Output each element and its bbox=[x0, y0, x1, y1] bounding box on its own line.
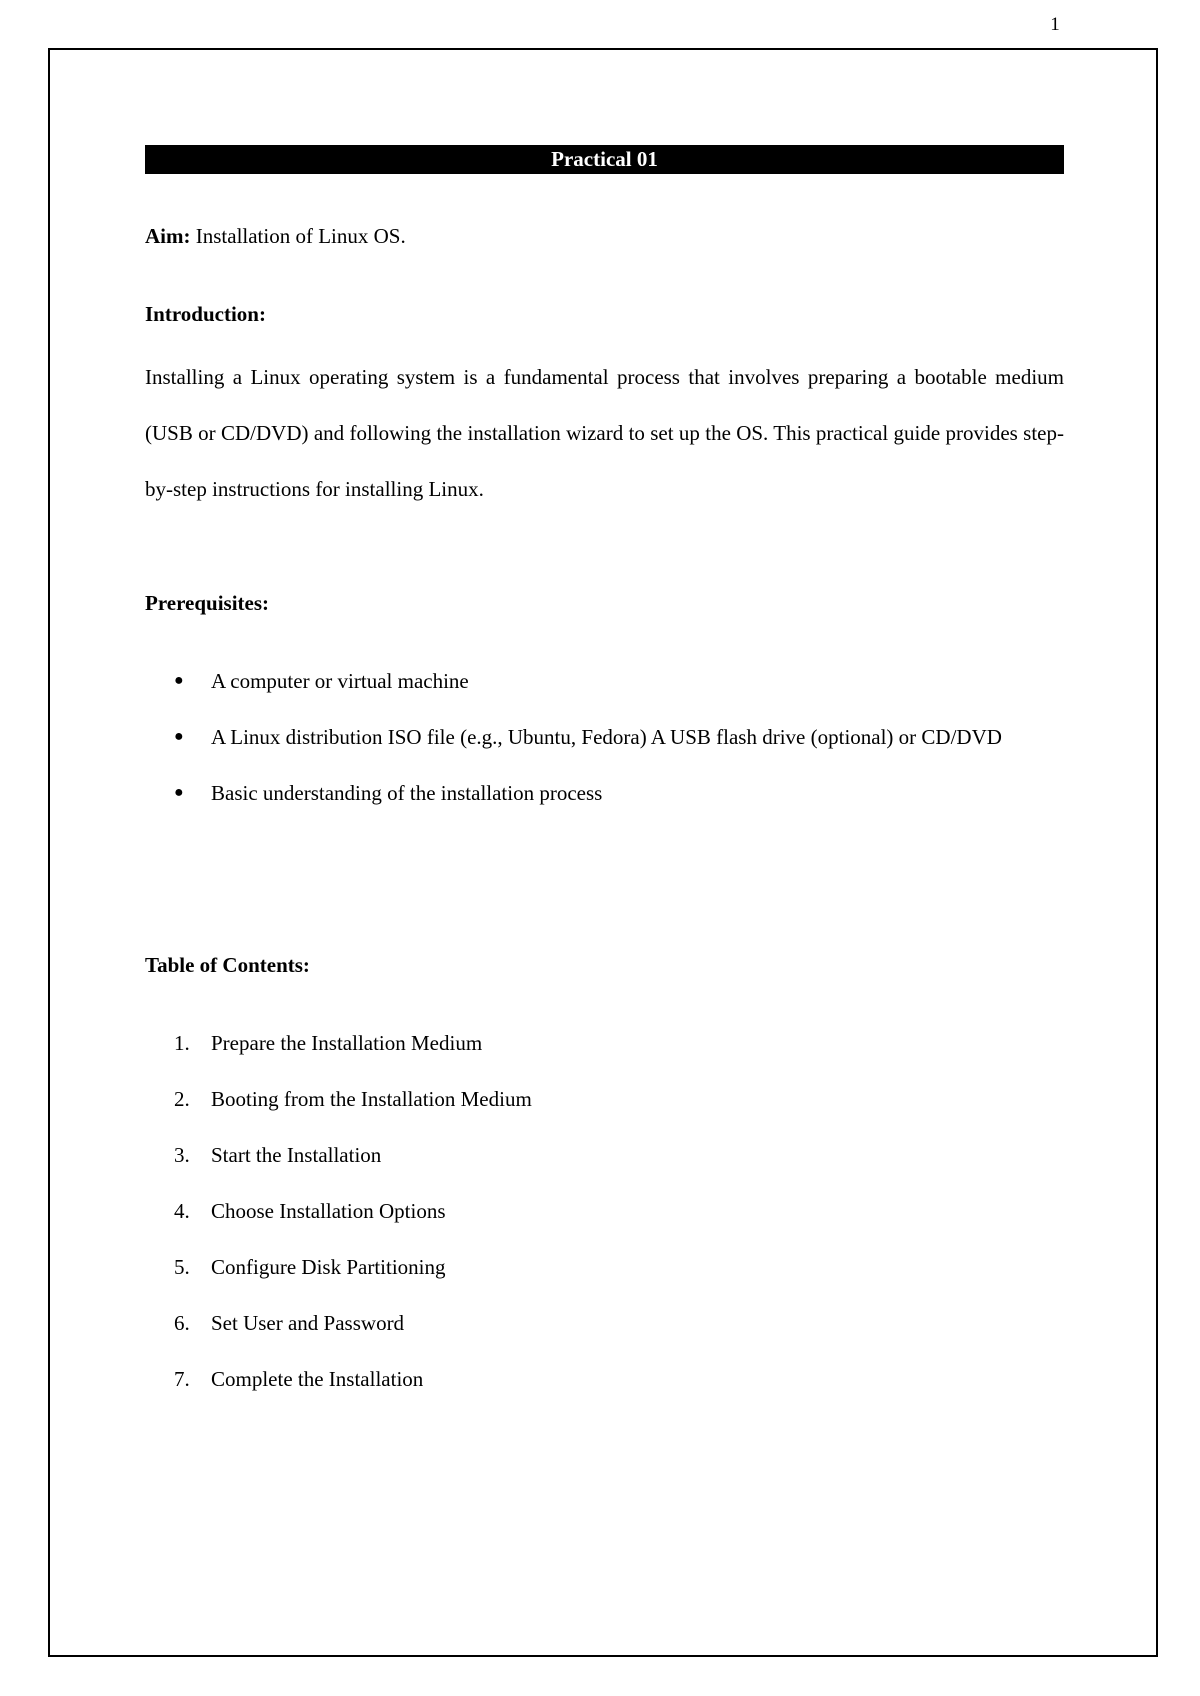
list-item: 2. Booting from the Installation Medium bbox=[174, 1087, 532, 1111]
aim-line bbox=[145, 224, 406, 249]
toc-list bbox=[145, 1015, 1064, 1407]
list-item: 3. Start the Installation bbox=[174, 1143, 382, 1167]
bullet-icon: ● bbox=[174, 728, 184, 745]
list-item: 5. Configure Disk Partitioning bbox=[174, 1255, 446, 1279]
prerequisites-list bbox=[145, 653, 1064, 821]
toc-heading: Table of Contents: bbox=[145, 953, 310, 977]
list-item: 1. Prepare the Installation Medium bbox=[174, 1031, 483, 1055]
page-border bbox=[48, 48, 1158, 1657]
bullet-icon: ● bbox=[174, 672, 184, 689]
introduction-heading: Introduction: bbox=[145, 302, 266, 326]
aim-label: Aim: bbox=[145, 224, 191, 248]
list-item: ● A computer or virtual machine bbox=[145, 653, 1064, 709]
list-item: ● A Linux distribution ISO file (e.g., Ubuntu, Fedora) A USB flash drive (optional) or CD/DVD bbox=[145, 709, 1064, 765]
introduction-paragraph: Installing a Linux operating system is a fundamental process that involves preparing a bootable medium (USB or CD/DVD) and following the installation wizard to set up the OS. This practical guide provides step-by-step instructions for installing Linux. bbox=[145, 365, 1064, 501]
list-item: ● Basic understanding of the installation process bbox=[145, 765, 1064, 821]
bullet-icon: ● bbox=[174, 784, 184, 801]
prerequisites-heading: Prerequisites: bbox=[145, 591, 270, 615]
list-item: 7. Complete the Installation bbox=[174, 1367, 424, 1391]
aim-text: Installation of Linux OS. bbox=[195, 224, 406, 248]
list-item: 6. Set User and Password bbox=[174, 1311, 405, 1335]
page-title: Practical 01 bbox=[145, 145, 1064, 174]
page-number: 1 bbox=[1050, 14, 1060, 35]
list-item: 4. Choose Installation Options bbox=[174, 1199, 446, 1223]
document-content bbox=[145, 145, 1064, 1391]
